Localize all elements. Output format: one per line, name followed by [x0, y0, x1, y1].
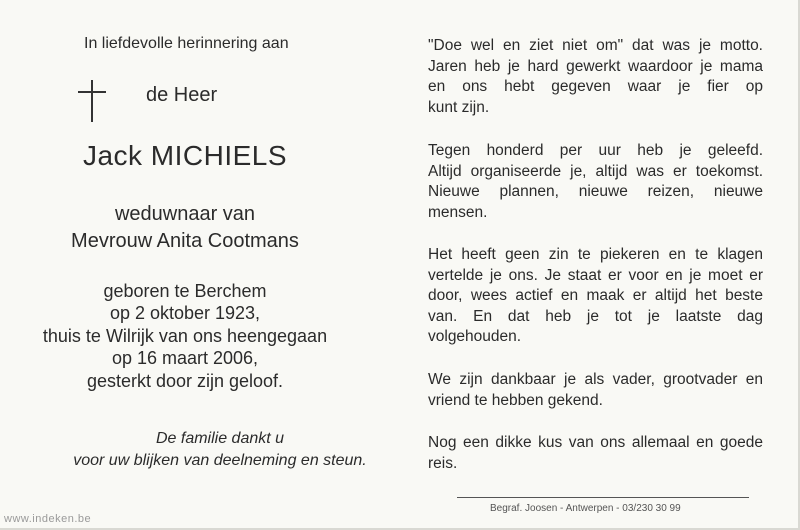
poem-paragraph	[428, 245, 763, 348]
right-panel	[428, 0, 763, 530]
death-place: thuis te Wilrijk van ons heengegaan	[42, 326, 328, 346]
death-date: op 16 maart 2006,	[111, 348, 259, 368]
faith-line: gesterkt door zijn geloof.	[86, 371, 284, 391]
poem-line: kunt zijn.	[428, 98, 490, 116]
cross-icon	[78, 80, 106, 122]
poem-line: en ons hebt gegeven waar je fier op	[428, 78, 763, 95]
deceased-name: Jack MICHIELS	[82, 140, 288, 171]
poem-line: Nieuwe plannen, nieuwe reizen, nieuwe	[428, 183, 763, 200]
poem-paragraph	[428, 36, 763, 118]
footer-divider	[457, 497, 749, 498]
poem-line: Nog een dikke kus van ons allemaal en goede	[428, 434, 763, 451]
printer-credit: Begraf. Joosen - Antwerpen - 03/230 30 99	[490, 503, 681, 514]
poem-line: Jaren heb je hard gewerkt waardoor je mama	[428, 57, 763, 75]
poem-line: Het heeft geen zin te piekeren en te klagen	[428, 246, 763, 263]
birth-place: geboren te Berchem	[103, 281, 267, 301]
poem-paragraph	[428, 370, 763, 411]
poem-line: "Doe wel en ziet niet om" dat was je motto.	[428, 37, 763, 54]
widower-line-2: Mevrouw Anita Cootmans	[71, 230, 299, 252]
poem-paragraph	[428, 141, 763, 223]
poem-line: Altijd organiseerde je, altijd was er toekomst.	[428, 162, 763, 180]
title-text: de Heer	[146, 84, 218, 106]
poem-line: Tegen honderd per uur heb je geleefd.	[428, 142, 763, 159]
poem-line: van. En dat heb je tot je laatste dag	[428, 307, 763, 325]
thanks-line-1: De familie dankt u	[155, 430, 285, 447]
poem-line: volgehouden.	[428, 328, 522, 345]
poem-line: We zijn dankbaar je als vader, grootvader en	[428, 371, 763, 388]
intro-text: In liefdevolle herinnering aan	[84, 35, 289, 52]
birth-date: op 2 oktober 1923,	[109, 303, 261, 323]
poem-line: vertelde je ons. Je staat er voor en je moet er	[428, 266, 763, 284]
thanks-line-2: voor uw blijken van deelneming en steun.	[73, 452, 367, 469]
watermark: www.indeken.be	[4, 513, 92, 525]
poem-line: vriend te hebben gekend.	[428, 391, 603, 409]
poem-line: mensen.	[428, 203, 488, 221]
poem-paragraph	[428, 433, 763, 474]
widower-line-1: weduwnaar van	[114, 203, 256, 225]
poem-line: reis.	[428, 454, 458, 472]
poem-line: door, wees actief en maak er altijd het beste	[428, 287, 763, 304]
